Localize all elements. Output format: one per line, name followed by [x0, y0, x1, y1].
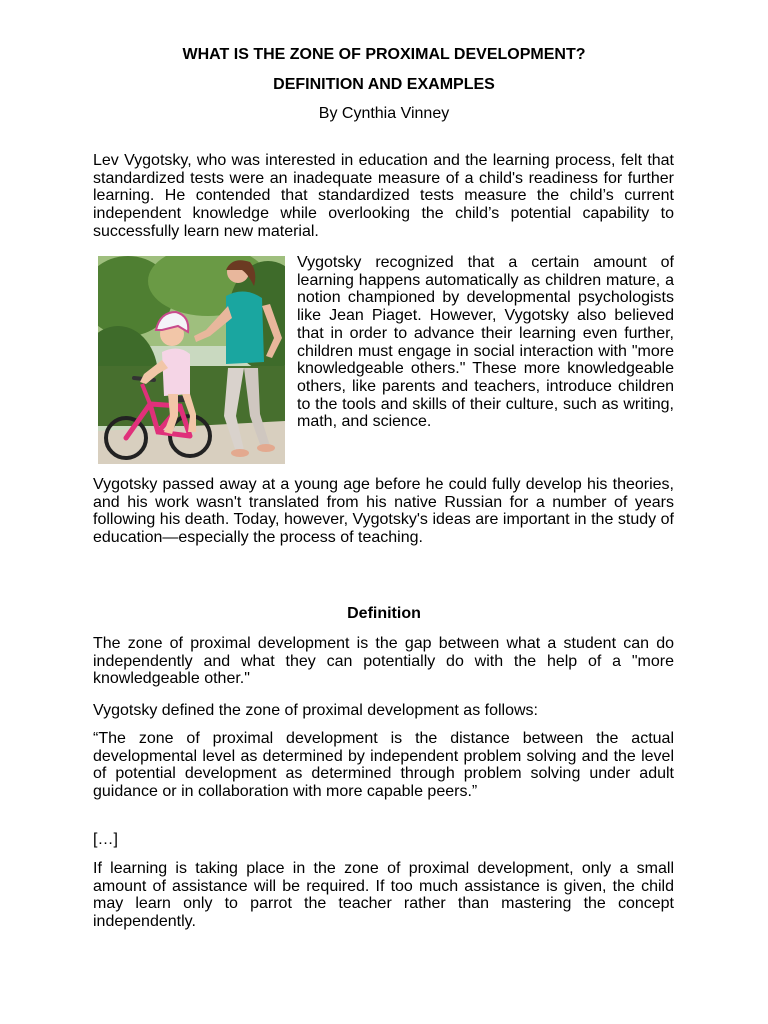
- piaget-paragraph: Vygotsky recognized that a certain amount of learning happens automatically as children mature, a notion championed by developmental psychologists like Jean Piaget. However, Vygotsky also believed that in order to advance their learning even further, children must engage in social interaction with "more knowledgeable others." These more knowledgeable others, like parents and teachers, introduce children to the tools and skills of their culture, such as writing, math, and science.: [297, 254, 674, 431]
- definition-heading: Definition: [347, 605, 421, 622]
- document-byline: By Cynthia Vinney: [318, 105, 450, 122]
- assistance-paragraph: If learning is taking place in the zone of proximal development, only a small amount of assistance will be required. If too much assistance is given, the child may learn only to parrot the teacher rather than mastering the concept independently.: [93, 860, 674, 931]
- vygotsky-quote: “The zone of proximal development is the distance between the actual developmental level as determined by independent problem solving and the level of potential development as determined through problem solving under adult guidance or in collaboration with more capable peers.”: [93, 730, 674, 801]
- definition-paragraph: The zone of proximal development is the gap between what a student can do independently and what they can potentially do with the help of a "more knowledgeable other.": [93, 635, 674, 688]
- photo-mother-helping-child-ride-bike: [98, 256, 285, 464]
- document-title-line2: DEFINITION AND EXAMPLES: [273, 76, 495, 93]
- intro-paragraph: Lev Vygotsky, who was interested in education and the learning process, felt that standardized tests were an inadequate measure of a child's readiness for further learning. He contended that standardized tests measure the child’s current independent knowledge while overlooking the child’s potential capability to successfully learn new material.: [93, 152, 674, 240]
- defined-intro-paragraph: Vygotsky defined the zone of proximal development as follows:: [93, 702, 538, 719]
- ellipsis-marker: […]: [93, 831, 118, 848]
- document-title-line1: WHAT IS THE ZONE OF PROXIMAL DEVELOPMENT?: [182, 46, 586, 63]
- history-paragraph: Vygotsky passed away at a young age before he could fully develop his theories, and his work wasn't translated from his native Russian for a number of years following his death. Today, however, Vygotsky's ideas are important in the study of education—especially the process of teaching.: [93, 476, 674, 547]
